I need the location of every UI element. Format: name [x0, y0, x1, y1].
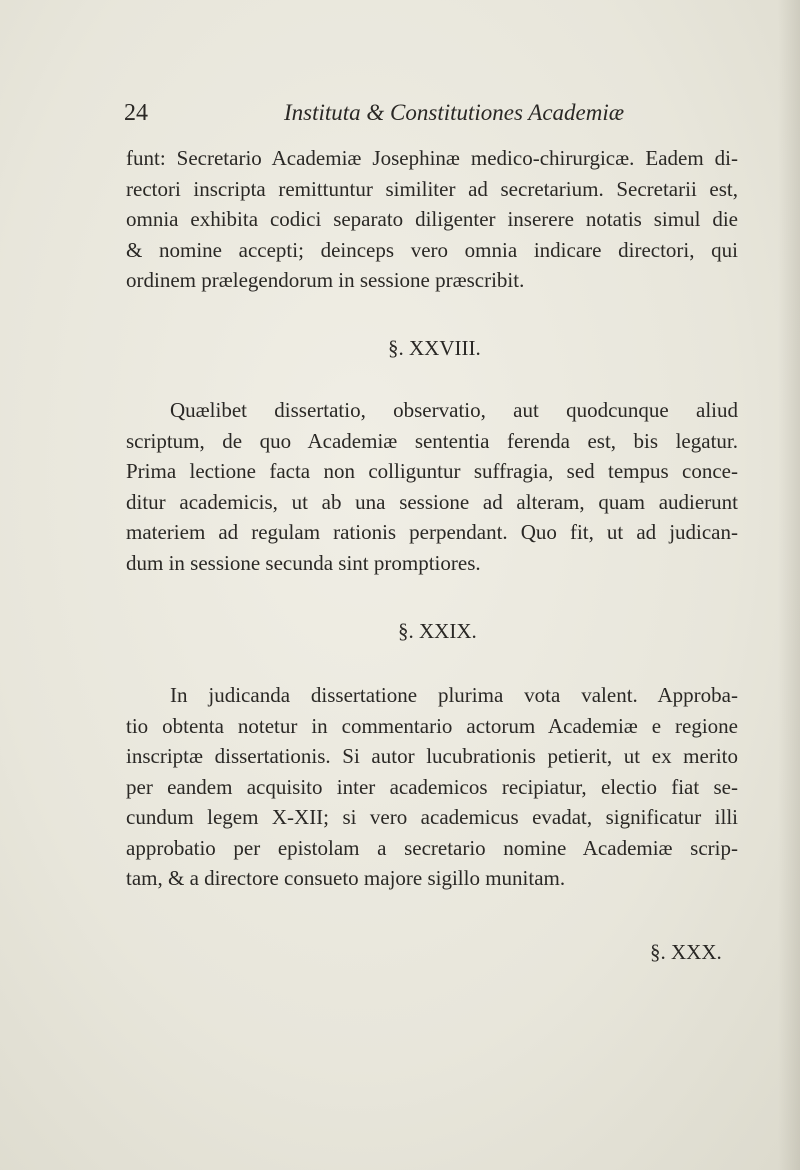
text-line: approbatio per epistolam a secretario nomine Academiæ scrip- [126, 835, 738, 860]
text-line: tio obtenta notetur in commentario actorum Academiæ e regione [126, 713, 738, 738]
text-line: & nomine accepti; deinceps vero omnia indicare directori, qui [126, 237, 738, 262]
paragraph-continuation [126, 143, 738, 296]
text-line: inscriptæ dissertationis. Si autor lucubrationis petierit, ut ex merito [126, 744, 738, 768]
text-line: materiem ad regulam rationis perpendant. Quo fit, ut ad judican- [126, 520, 738, 544]
text-line: scriptum, de quo Academiæ sententia ferenda est, bis legatur. [126, 428, 738, 453]
text-line: dum in sessione secunda sint promptiores. [126, 550, 481, 575]
text-line: In judicanda dissertatione plurima vota valent. Approba- [170, 683, 738, 707]
text-line: omnia exhibita codici separato diligenter inserere notatis simul die [126, 207, 738, 231]
text-line: rectori inscripta remittuntur similiter ad secretarium. Secretarii est, [126, 176, 738, 201]
text-line: cundum legem X-XII; si vero academicus evadat, significatur illi [126, 805, 738, 829]
catchword: §. XXX. [650, 940, 722, 964]
text-line: Prima lectione facta non colliguntur suffragia, sed tempus conce- [126, 459, 738, 483]
page-header [124, 100, 724, 136]
section-heading-xxix: §. XXIX. [398, 619, 477, 643]
text-line: ordinem prælegendorum in sessione præscribit. [126, 268, 525, 292]
page-number: 24 [124, 100, 148, 126]
section-heading-xxviii: §. XXVIII. [388, 336, 481, 360]
running-title: Instituta & Constitutiones Academiæ [284, 100, 625, 125]
text-line: ditur academicis, ut ab una sessione ad alteram, quam audierunt [126, 489, 738, 514]
text-line: per eandem acquisito inter academicos recipiatur, electio fiat se- [126, 774, 738, 799]
text-line: funt: Secretario Academiæ Josephinæ medico-chirurgicæ. Eadem di- [126, 146, 738, 170]
text-line: tam, & a directore consueto majore sigillo munitam. [126, 866, 566, 890]
section-xxix-text [126, 680, 738, 894]
text-line: Quælibet dissertatio, observatio, aut quodcunque aliud [170, 398, 738, 422]
page-edge-shadow [778, 0, 800, 1170]
section-xxviii-text [126, 395, 738, 578]
